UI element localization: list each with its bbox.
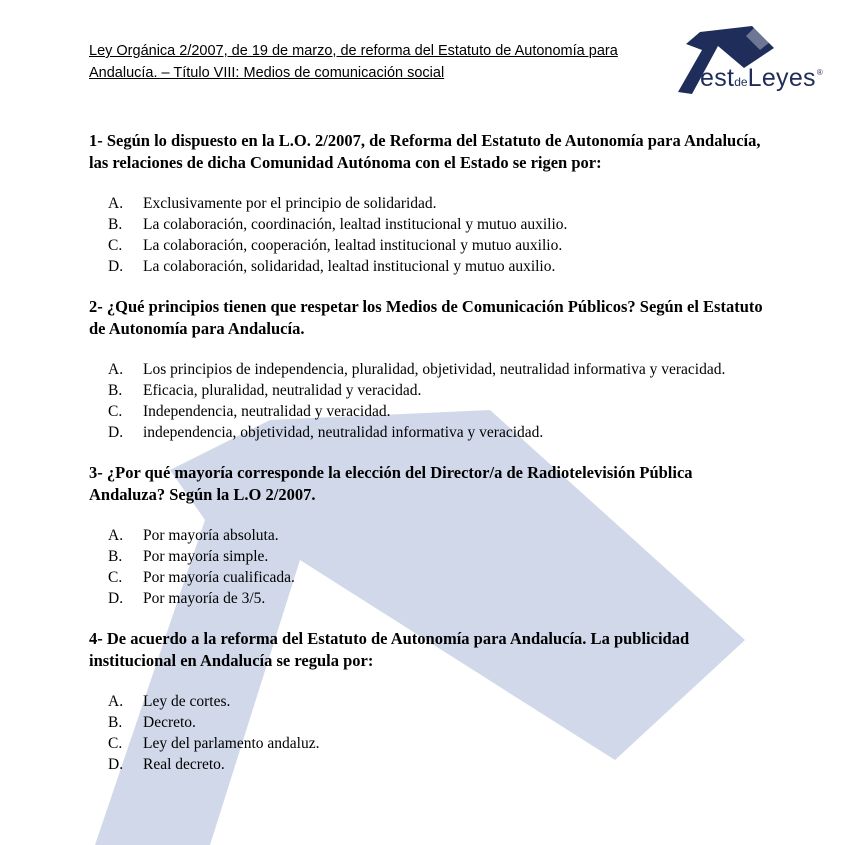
answer-option[interactable]: B. Eficacia, pluralidad, neutralidad y veracidad. xyxy=(108,382,422,399)
answer-options xyxy=(89,691,769,775)
question-text: 2- ¿Qué principios tienen que respetar los Medios de Comunicación Públicos? Según el Estatuto de Autonomía para Andalucía. xyxy=(89,297,763,338)
question-1 xyxy=(89,130,769,277)
answer-option[interactable]: D. Por mayoría de 3/5. xyxy=(108,590,266,607)
answer-options xyxy=(89,359,769,443)
answer-option[interactable]: B. Por mayoría simple. xyxy=(108,548,269,565)
logo-wordmark xyxy=(700,64,823,93)
question-text: 3- ¿Por qué mayoría corresponde la elección del Director/a de Radiotelevisión Pública Andaluza? Según la L.O 2/2007. xyxy=(89,463,693,504)
question-4 xyxy=(89,628,769,775)
answer-option[interactable]: B. La colaboración, coordinación, lealtad institucional y mutuo auxilio. xyxy=(108,216,568,233)
questions-container xyxy=(89,130,769,785)
answer-option[interactable]: D. Real decreto. xyxy=(108,756,225,773)
logo-part-est: est xyxy=(700,64,735,92)
question-text: 4- De acuerdo a la reforma del Estatuto de Autonomía para Andalucía. La publicidad institucional en Andalucía se regula por: xyxy=(89,629,690,670)
logo-part-leyes: Leyes xyxy=(747,64,816,92)
answer-option[interactable]: A. Exclusivamente por el principio de solidaridad. xyxy=(108,195,437,212)
answer-option[interactable]: A. Por mayoría absoluta. xyxy=(108,527,279,544)
answer-option[interactable]: C. Ley del parlamento andaluz. xyxy=(108,735,320,752)
question-text: 1- Según lo dispuesto en la L.O. 2/2007, de Reforma del Estatuto de Autonomía para Andalucía, las relaciones de dicha Comunidad Autónoma con el Estado se rigen por: xyxy=(89,131,761,172)
answer-options xyxy=(89,193,769,277)
header-line-1: Ley Orgánica 2/2007, de 19 de marzo, de reforma del Estatuto de Autonomía para xyxy=(89,43,618,59)
logo-part-de: de xyxy=(734,75,748,89)
header-line-2: Andalucía. – Título VIII: Medios de comunicación social xyxy=(89,65,445,81)
answer-option[interactable]: A. Los principios de independencia, pluralidad, objetividad, neutralidad informativa y veracidad. xyxy=(108,361,726,378)
document-header xyxy=(89,40,669,84)
question-3 xyxy=(89,462,769,609)
answer-option[interactable]: D. independencia, objetividad, neutralidad informativa y veracidad. xyxy=(108,424,544,441)
answer-option[interactable]: C. Por mayoría cualificada. xyxy=(108,569,295,586)
answer-options xyxy=(89,525,769,609)
answer-option[interactable]: B. Decreto. xyxy=(108,714,196,731)
answer-option[interactable]: C. Independencia, neutralidad y veracidad. xyxy=(108,403,391,420)
answer-option[interactable]: D. La colaboración, solidaridad, lealtad institucional y mutuo auxilio. xyxy=(108,258,556,275)
question-2 xyxy=(89,296,769,443)
answer-option[interactable]: C. La colaboración, cooperación, lealtad institucional y mutuo auxilio. xyxy=(108,237,563,254)
logo-registered-mark: ® xyxy=(816,68,823,77)
answer-option[interactable]: A. Ley de cortes. xyxy=(108,693,231,710)
